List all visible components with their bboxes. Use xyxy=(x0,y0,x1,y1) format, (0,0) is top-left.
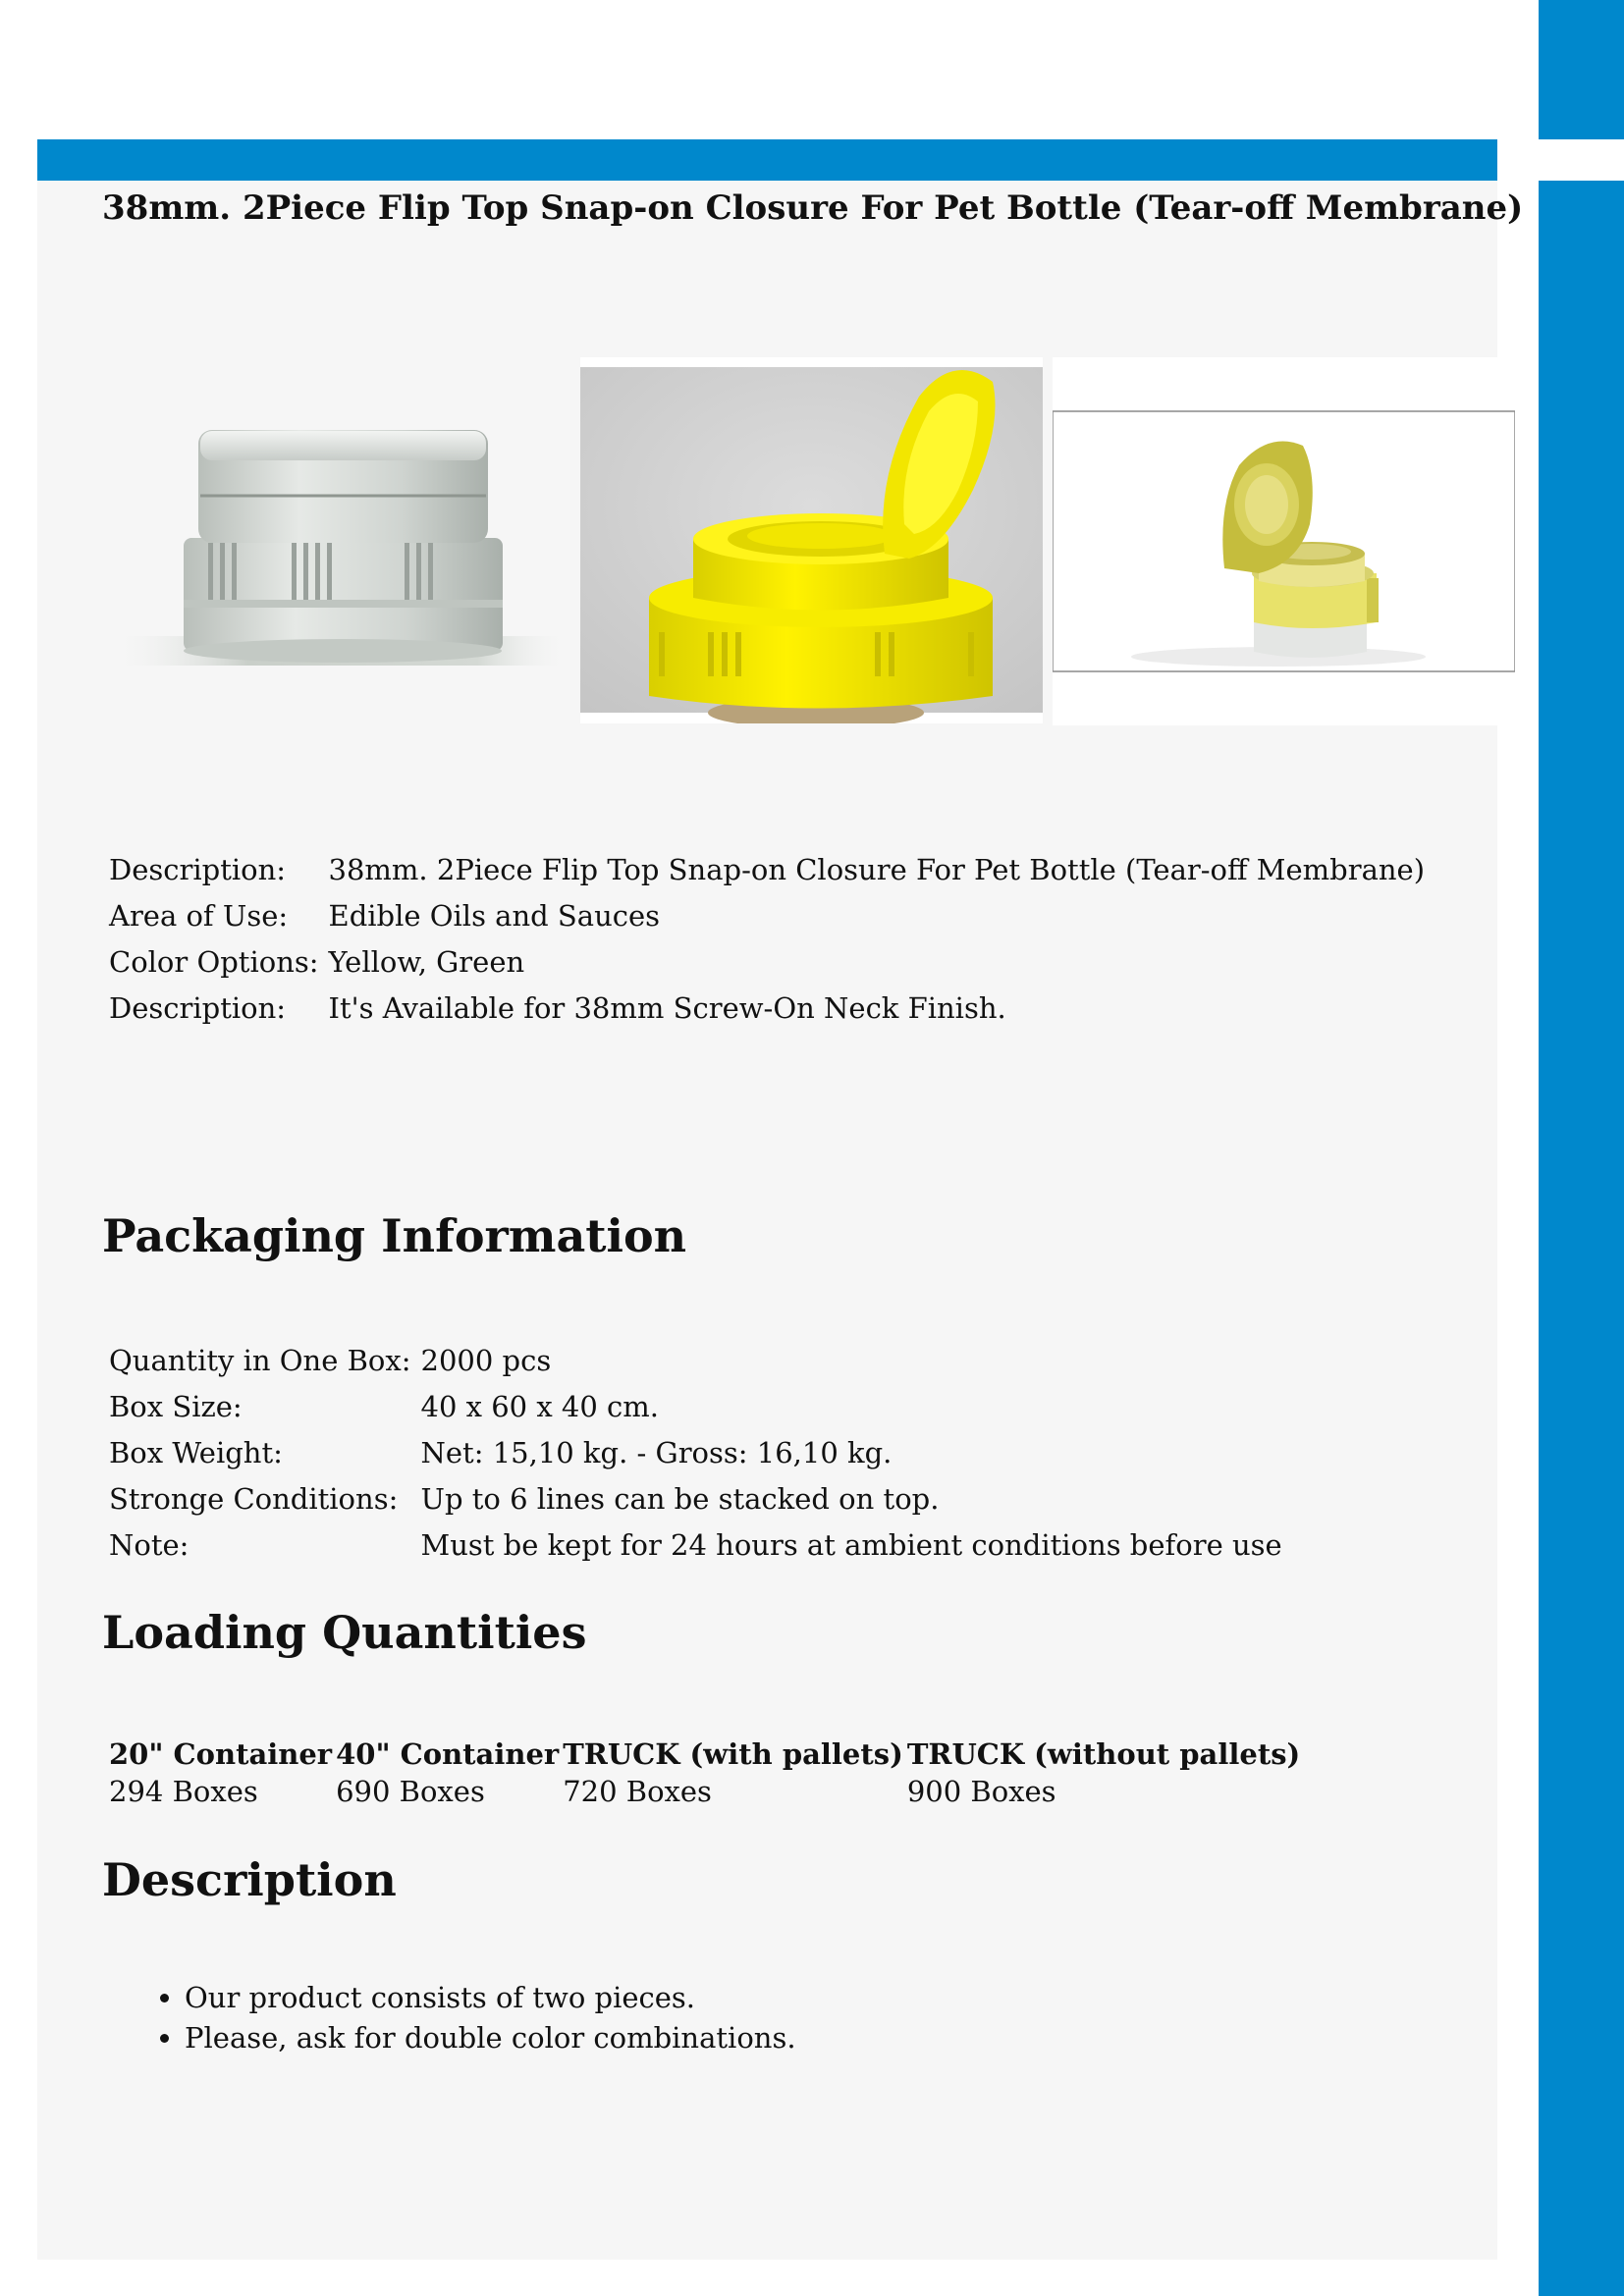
white-closure-photo xyxy=(110,396,569,682)
packaging-value: 2000 pcs xyxy=(420,1343,552,1377)
spec-row-description xyxy=(109,846,1425,892)
loading-header-20ft: 20" Container xyxy=(109,1737,333,1771)
loading-value-40ft: 690 Boxes xyxy=(336,1775,485,1808)
packaging-label: Quantity in One Box: xyxy=(109,1343,411,1377)
packaging-value: Up to 6 lines can be stacked on top. xyxy=(420,1481,940,1516)
loading-table xyxy=(109,1735,1304,1810)
loading-value-row xyxy=(109,1773,1304,1810)
spec-label: Area of Use: xyxy=(109,898,289,933)
spec-label: Color Options: xyxy=(109,944,319,979)
loading-header-row xyxy=(109,1735,1304,1773)
spec-label: Description: xyxy=(109,852,287,886)
loading-header-40ft: 40" Container xyxy=(336,1737,560,1771)
list-item: • Please, ask for double color combinations. xyxy=(185,2018,796,2058)
list-item: • Our product consists of two pieces. xyxy=(185,1978,796,2018)
loading-heading: Loading Quantities xyxy=(102,1606,587,1659)
packaging-row xyxy=(109,1337,1282,1383)
loading-value-20ft: 294 Boxes xyxy=(109,1775,258,1808)
spec-row-neck-finish xyxy=(109,985,1425,1031)
spec-value: It's Available for 38mm Screw-On Neck Finish. xyxy=(328,990,1006,1025)
header-accent-bar xyxy=(37,139,1497,181)
packaging-label: Box Weight: xyxy=(109,1435,283,1469)
packaging-table xyxy=(109,1337,1282,1568)
side-accent-bar-top xyxy=(1539,0,1624,139)
packaging-row xyxy=(109,1429,1282,1475)
spec-value: Edible Oils and Sauces xyxy=(328,898,661,933)
packaging-heading: Packaging Information xyxy=(102,1209,687,1262)
loading-value-truck-no-pallets: 900 Boxes xyxy=(906,1775,1056,1808)
spec-label: Description: xyxy=(109,990,287,1025)
product-title: 38mm. 2Piece Flip Top Snap-on Closure For Pet Bottle (Tear-off Membrane) xyxy=(102,188,1524,228)
specification-table xyxy=(109,846,1425,1031)
packaging-value: Must be kept for 24 hours at ambient conditions before use xyxy=(420,1527,1282,1562)
packaging-label: Stronge Conditions: xyxy=(109,1481,399,1516)
packaging-row xyxy=(109,1522,1282,1568)
loading-value-truck-pallets: 720 Boxes xyxy=(563,1775,712,1808)
description-heading: Description xyxy=(102,1853,397,1906)
packaging-label: Box Size: xyxy=(109,1389,243,1423)
packaging-row xyxy=(109,1475,1282,1522)
loading-header-truck-pallets: TRUCK (with pallets) xyxy=(563,1737,903,1771)
side-accent-bar-bottom xyxy=(1539,181,1624,2296)
packaging-row xyxy=(109,1383,1282,1429)
spec-row-color-options xyxy=(109,938,1425,985)
yellow-flip-top-open-photo xyxy=(580,357,1043,723)
packaging-label: Note: xyxy=(109,1527,189,1562)
packaging-value: 40 x 60 x 40 cm. xyxy=(420,1389,659,1423)
spec-value: Yellow, Green xyxy=(328,944,525,979)
spec-value: 38mm. 2Piece Flip Top Snap-on Closure For Pet Bottle (Tear-off Membrane) xyxy=(328,852,1426,886)
packaging-value: Net: 15,10 kg. - Gross: 16,10 kg. xyxy=(420,1435,893,1469)
yellow-white-closure-render xyxy=(1053,357,1515,725)
loading-header-truck-no-pallets: TRUCK (without pallets) xyxy=(906,1737,1301,1771)
description-list xyxy=(185,1978,796,2058)
spec-row-area-of-use xyxy=(109,892,1425,938)
